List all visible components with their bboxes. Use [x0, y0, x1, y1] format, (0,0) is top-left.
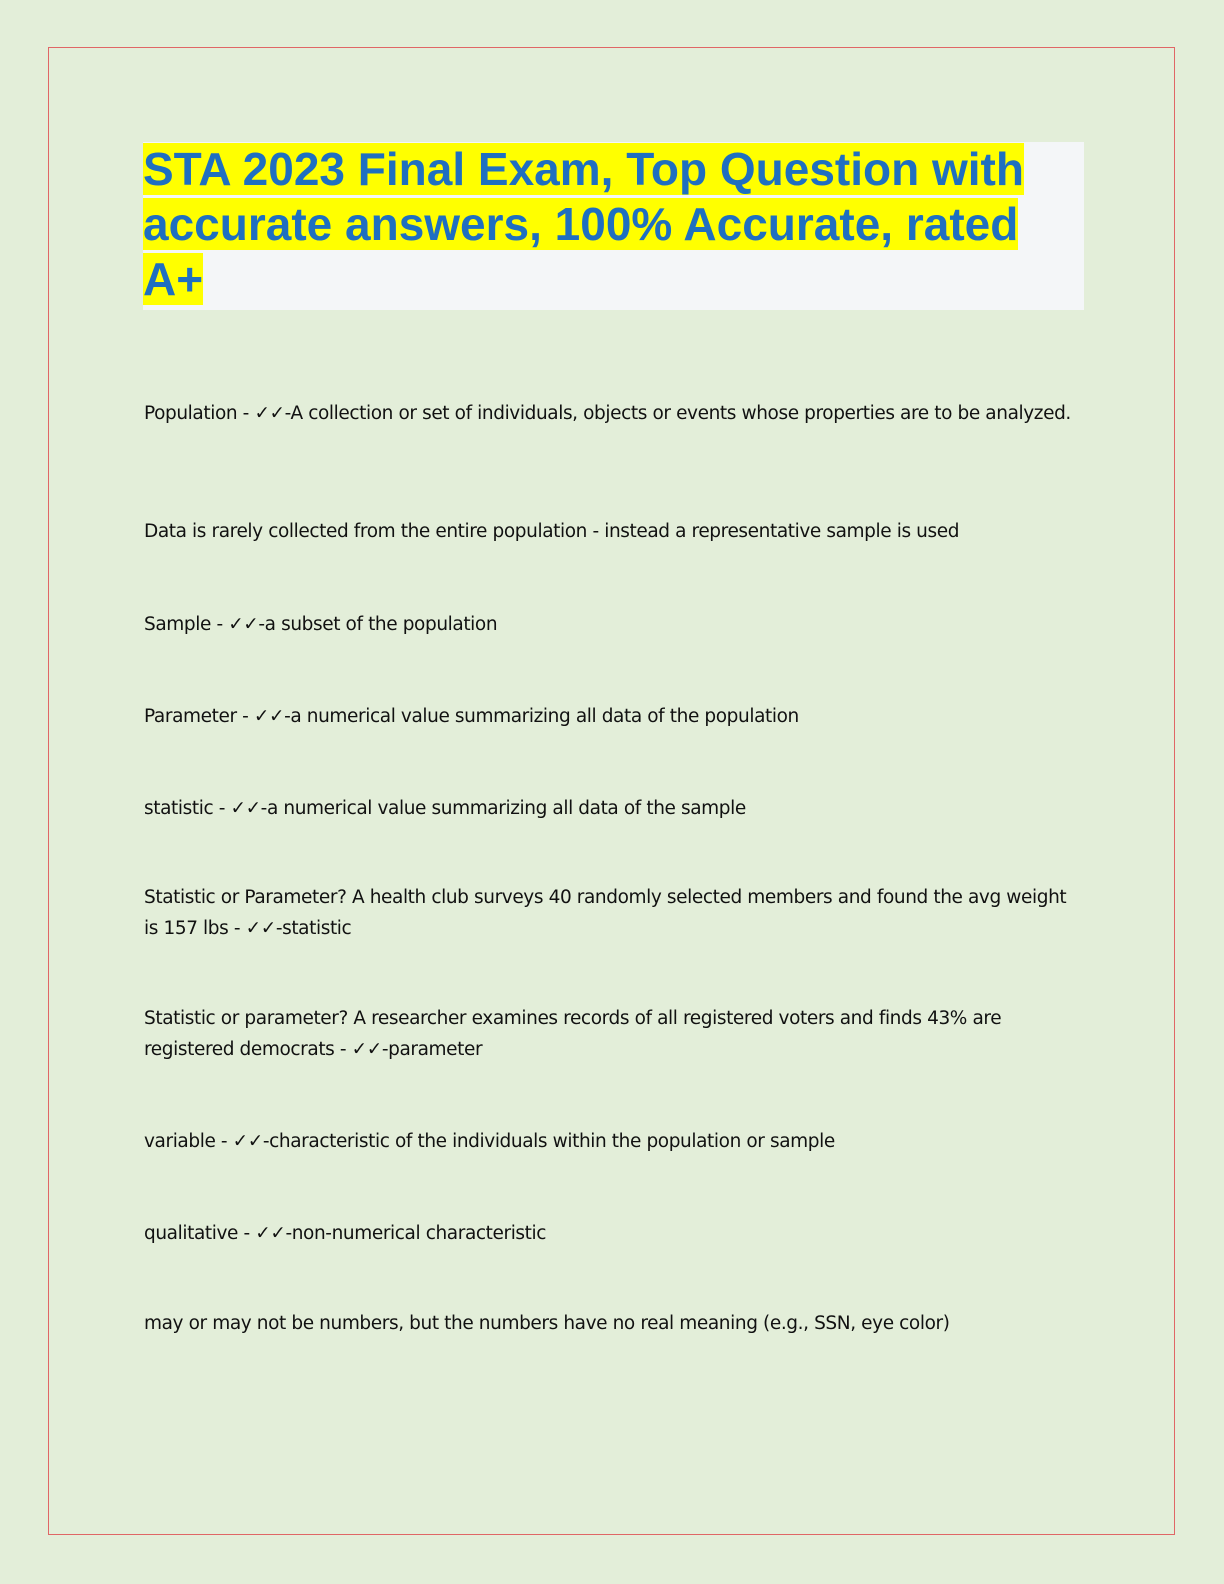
- double-check-icon: ✓✓: [253, 706, 285, 727]
- entry-term: Sample -: [144, 614, 229, 635]
- double-check-icon: ✓✓: [245, 918, 276, 939]
- entry-term: statistic -: [144, 798, 231, 819]
- double-check-icon: ✓✓: [254, 403, 285, 424]
- entry-term: Statistic or parameter? A researcher examines records of all registered voters and finds 43% are registered democrats -: [144, 1008, 1002, 1060]
- entry-answer: -statistic: [275, 918, 352, 939]
- entry-answer: -parameter: [381, 1039, 483, 1060]
- entry-term: Statistic or Parameter? A health club surveys 40 randomly selected members and found the avg weight is 157 lbs -: [144, 887, 1067, 939]
- qa-entry-population: [144, 398, 1071, 429]
- entry-text: Data is rarely collected from the entire population - instead a representative sample is used: [144, 521, 960, 542]
- entry-term: variable -: [144, 1131, 233, 1152]
- entry-answer: -a numerical value summarizing all data of the population: [284, 706, 799, 727]
- entry-answer: -A collection or set of individuals, objects or events whose properties are to be analyzed.: [284, 403, 1071, 424]
- qa-entry-health-club: [144, 882, 1074, 944]
- double-check-icon: ✓✓: [232, 1131, 263, 1152]
- entry-answer: -characteristic of the individuals within the population or sample: [262, 1131, 835, 1152]
- entry-text: may or may not be numbers, but the numbers have no real meaning (e.g., SSN, eye color): [144, 1313, 950, 1334]
- document-title-highlight: STA 2023 Final Exam, Top Question with accurate answers, 100% Accurate, rated A+: [143, 143, 1024, 305]
- double-check-icon: ✓✓: [255, 1223, 286, 1244]
- title-block: [143, 142, 1084, 310]
- entry-term: Population -: [144, 403, 255, 424]
- qa-entry-statistic: [144, 793, 746, 824]
- qa-entry-parameter: [144, 701, 799, 732]
- document-title: [143, 142, 1084, 307]
- double-check-icon: ✓✓: [228, 614, 259, 635]
- double-check-icon: ✓✓: [230, 798, 261, 819]
- note-data-collection: [144, 516, 959, 547]
- qa-entry-sample: [144, 609, 497, 640]
- entry-answer: -non-numerical characteristic: [285, 1223, 547, 1244]
- double-check-icon: ✓✓: [351, 1039, 382, 1060]
- qa-entry-variable: [144, 1126, 835, 1157]
- qa-entry-registered-voters: [144, 1003, 1074, 1065]
- qa-entry-qualitative: [144, 1218, 546, 1249]
- note-qualitative-numbers: [144, 1308, 950, 1339]
- entry-term: qualitative -: [144, 1223, 256, 1244]
- entry-answer: -a numerical value summarizing all data of the sample: [260, 798, 746, 819]
- entry-term: Parameter -: [144, 706, 254, 727]
- entry-answer: -a subset of the population: [258, 614, 498, 635]
